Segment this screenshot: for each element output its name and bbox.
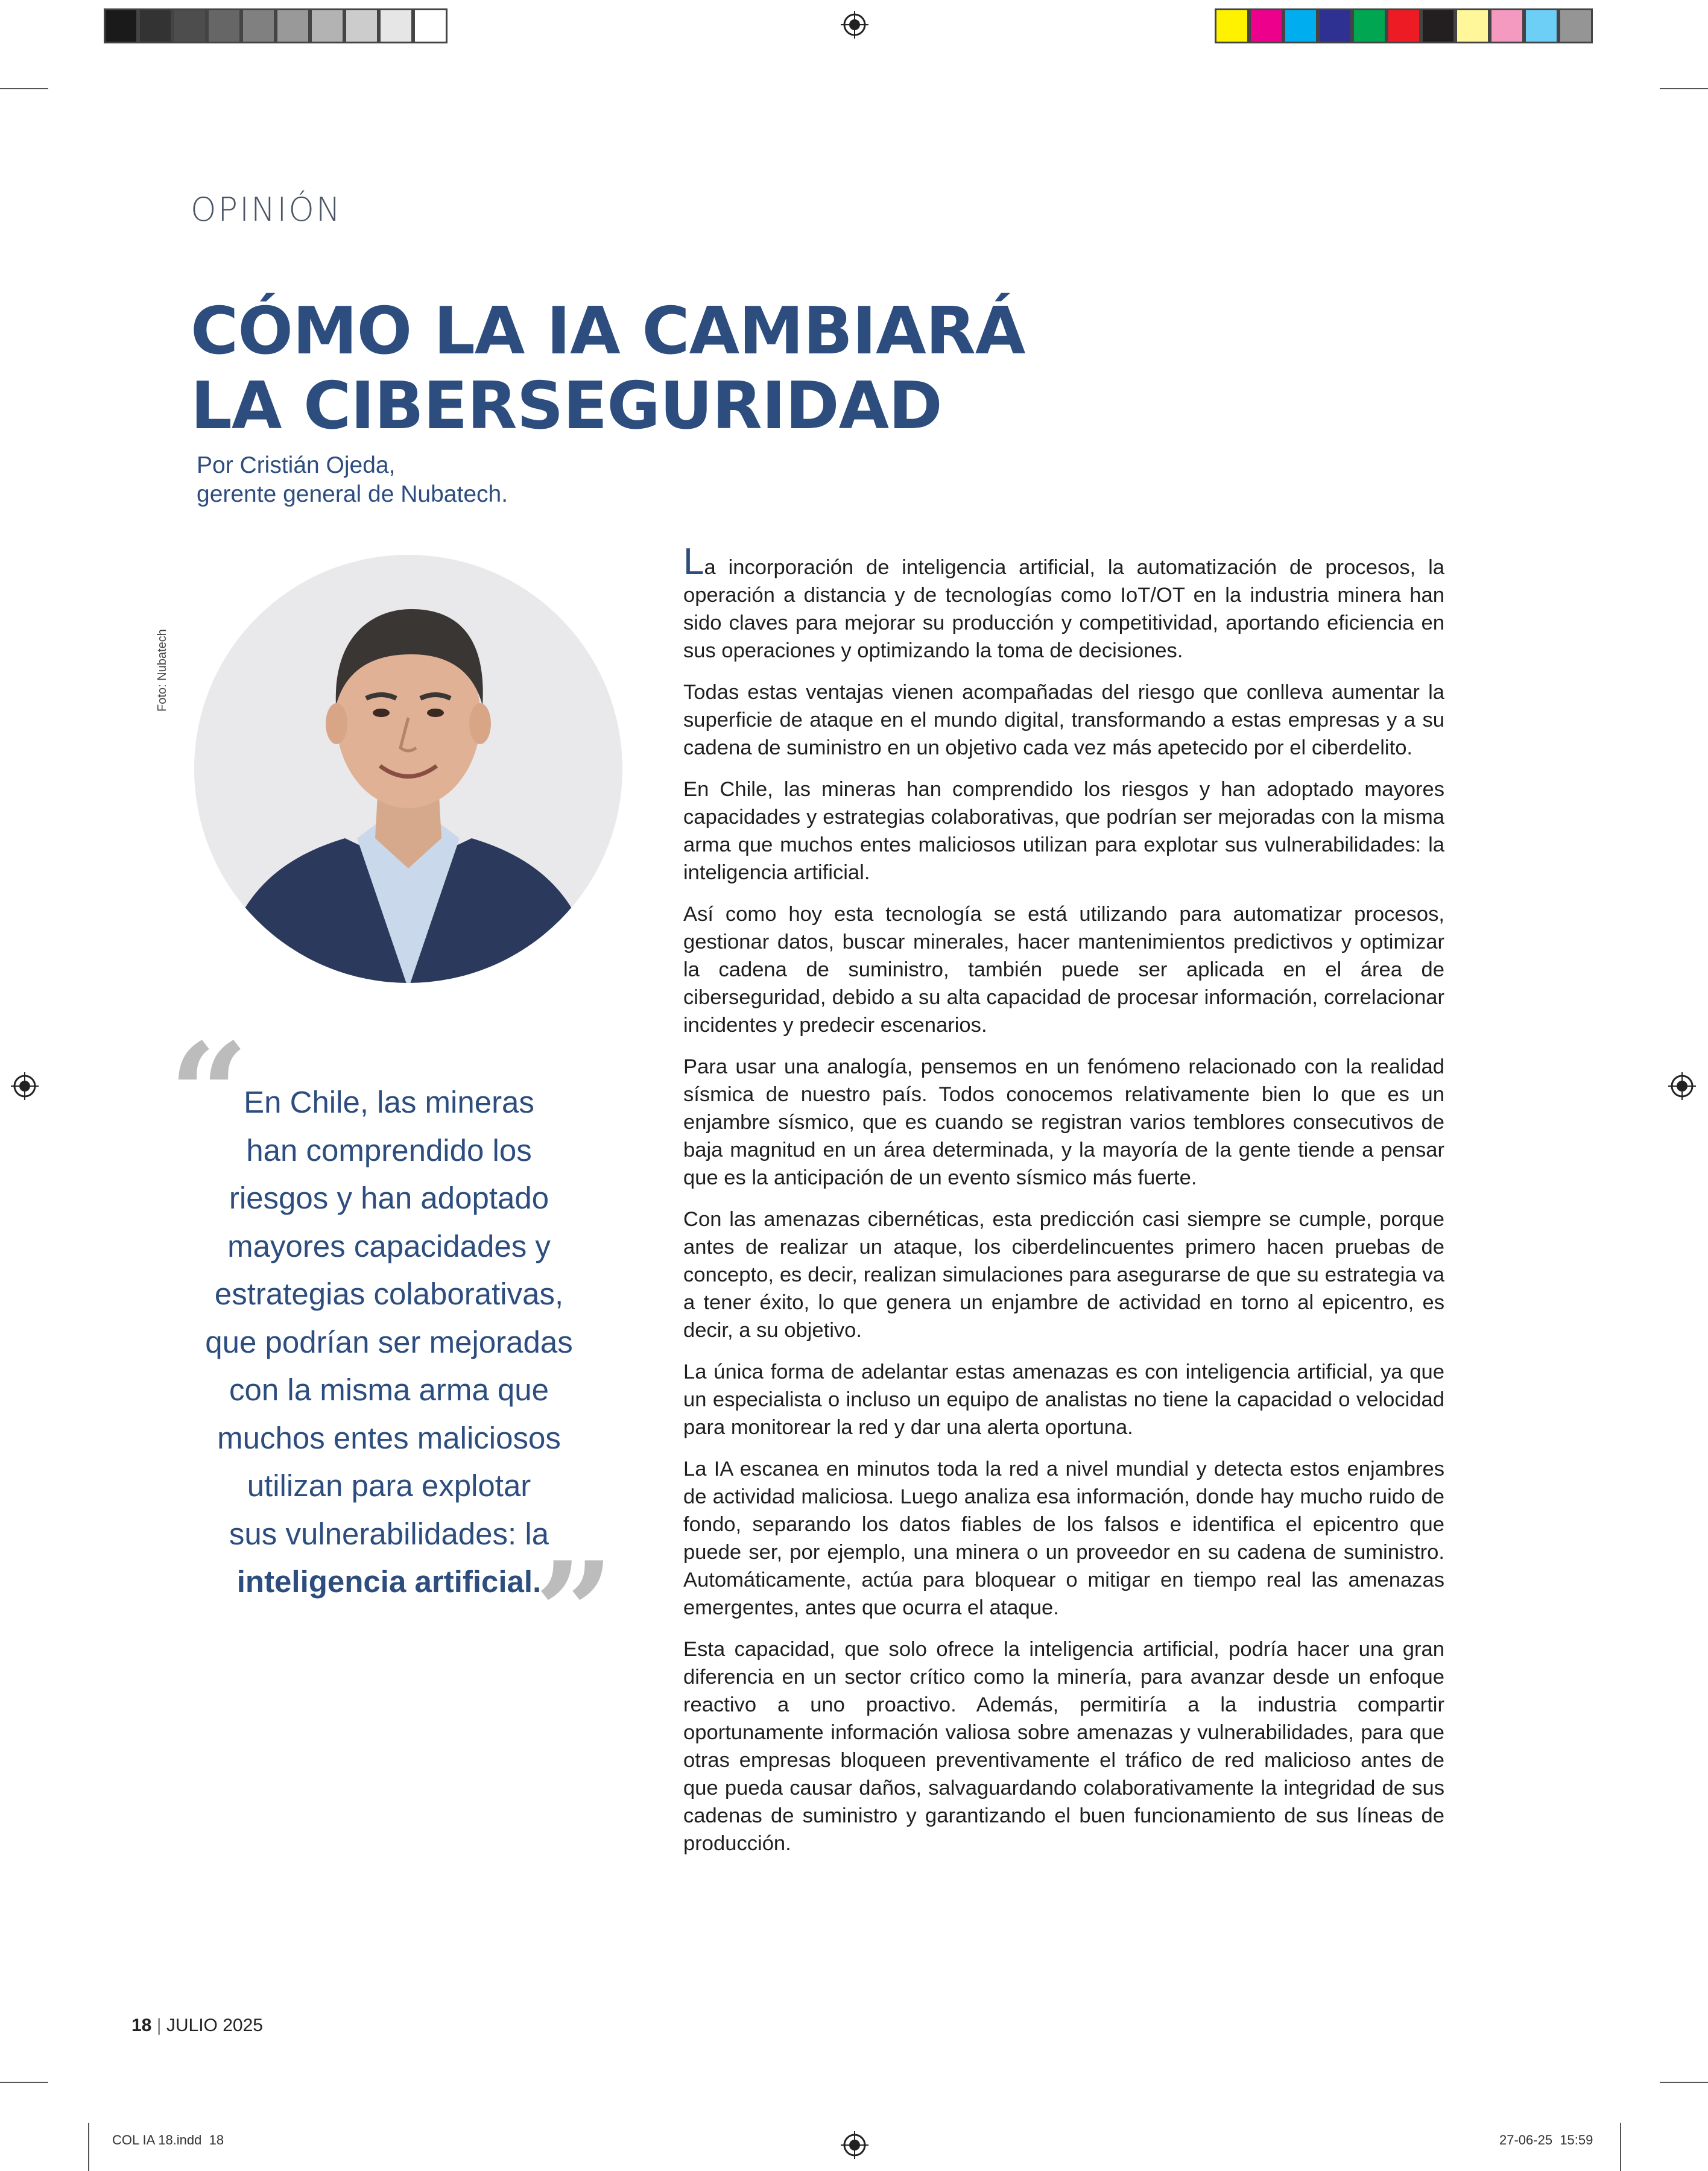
crop-mark	[1660, 88, 1708, 89]
process-swatch	[1524, 8, 1558, 43]
gray-swatch	[276, 8, 310, 43]
folio-separator: |	[156, 2015, 162, 2035]
author-portrait-illustration	[194, 555, 622, 983]
process-swatch	[1490, 8, 1524, 43]
crop-mark	[0, 2082, 48, 2083]
crop-mark	[1620, 2123, 1621, 2171]
article-paragraph: Todas estas ventajas vienen acompañadas del riesgo que conlleva aumentar la superficie de ataque en el mundo digital, transformando a estas empresas y a su cadena de suministro en un objetivo cada vez más apetecido por el ciberdelito.	[683, 681, 1444, 759]
pull-quote-line: mayores capacidades y	[227, 1228, 551, 1263]
article-paragraph: En Chile, las mineras han comprendido los riesgos y han adoptado mayores capacidades y estrategias colaborativas, que podrían ser mejoradas con la misma arma que muchos entes maliciosos utilizan para explotar sus vulnerabilidades: la inteligencia artificial.	[683, 778, 1444, 884]
article-paragraph: Esta capacidad, que solo ofrece la inteligencia artificial, podría hacer una gran diferencia en un sector crítico como la minería, para avanzar desde un enfoque reactivo a uno proactivo. Además, permitiría a la industria compartir oportunamente información valiosa sobre amenazas y vulnerabilidades, para que otras empresas bloqueen preventivamente el tráfico de red malicioso antes de que pueda causar daños, salvaguardando colaborativamente la integridad de sus cadenas de suministro y garantizando el buen funcionamiento de sus líneas de producción.	[683, 1638, 1444, 1855]
grayscale-color-bar	[104, 8, 448, 43]
print-date: 27-06-25	[1499, 2132, 1553, 2147]
process-swatch	[1249, 8, 1283, 43]
pull-quote-line: utilizan para explotar	[247, 1468, 531, 1503]
pull-quote-emphasis: inteligencia artificial.	[236, 1564, 542, 1599]
process-swatch	[1455, 8, 1490, 43]
pull-quote-line: con la misma arma que	[229, 1373, 549, 1407]
drop-cap: L	[683, 541, 704, 583]
gray-swatch	[138, 8, 172, 43]
process-swatch	[1387, 8, 1421, 43]
byline-author: Por Cristián Ojeda,	[197, 452, 396, 478]
article-paragraph: Así como hoy esta tecnología se está utilizando para automatizar procesos, gestionar datos, buscar minerales, hacer mantenimientos predictivos y optimizar la cadena de suministro, también puede ser aplicada en el área de ciberseguridad, debido a su alta capacidad de procesar información, correlacionar incidentes y predecir escenarios.	[683, 903, 1444, 1037]
pull-quote	[181, 1078, 597, 1606]
gray-swatch	[413, 8, 448, 43]
process-swatch	[1283, 8, 1318, 43]
headline-line: CÓMO LA IA CAMBIARÁ	[191, 294, 1025, 369]
open-quote-icon: “	[169, 1013, 249, 1176]
photo-credit: Foto: Nubatech	[156, 629, 169, 712]
gray-swatch	[104, 8, 138, 43]
pull-quote-line: riesgos y han adoptado	[229, 1181, 549, 1215]
crop-mark	[1660, 2082, 1708, 2083]
process-swatch	[1421, 8, 1455, 43]
pull-quote-line: muchos entes maliciosos	[217, 1420, 561, 1455]
headline-line: LA CIBERSEGURIDAD	[191, 368, 942, 444]
pull-quote-line: que podrían ser mejoradas	[205, 1324, 573, 1359]
article-paragraph: Con las amenazas cibernéticas, esta predicción casi siempre se cumple, porque antes de realizar un ataque, los ciberdelincuentes primero hacen pruebas de concepto, es decir, realizan simulaciones para asegurarse de que su estrategia va a tener éxito, lo que genera un enjambre de actividad en torno al epicentro, es decir, a su objetivo.	[683, 1208, 1444, 1342]
gray-swatch	[310, 8, 344, 43]
gray-swatch	[379, 8, 413, 43]
byline	[197, 451, 508, 509]
process-swatch	[1318, 8, 1352, 43]
article-paragraph: La única forma de adelantar estas amenazas es con inteligencia artificial, ya que un especialista o incluso un equipo de analistas no tiene la capacidad o velocidad para monitorear la red y dar una alerta oportuna.	[683, 1360, 1444, 1439]
crop-mark	[88, 2123, 89, 2171]
byline-role: gerente general de Nubatech.	[197, 481, 508, 507]
article-body	[683, 541, 1444, 1871]
gray-swatch	[344, 8, 379, 43]
registration-mark-icon	[1668, 1072, 1696, 1100]
process-swatch	[1558, 8, 1593, 43]
gray-swatch	[241, 8, 276, 43]
process-swatch	[1352, 8, 1387, 43]
file-page: 18	[209, 2132, 224, 2147]
pull-quote-line: En Chile, las mineras	[244, 1085, 534, 1119]
file-slug	[112, 2132, 224, 2148]
process-color-bar	[1215, 8, 1593, 43]
issue-date: JULIO 2025	[166, 2015, 263, 2035]
gray-swatch	[172, 8, 207, 43]
crop-mark	[0, 88, 48, 89]
registration-mark-icon	[841, 11, 868, 39]
registration-mark-icon	[11, 1072, 39, 1100]
page-number: 18	[131, 2015, 152, 2035]
pull-quote-line: han comprendido los	[246, 1133, 532, 1168]
process-swatch	[1215, 8, 1249, 43]
print-time: 15:59	[1560, 2132, 1593, 2147]
folio	[131, 2015, 263, 2036]
paragraph-text: a incorporación de inteligencia artificial, la automatización de procesos, la operación a distancia y de tecnologías como IoT/OT en la industria minera han sido claves para mejorar su producción y competitividad, aportando eficiencia en sus operaciones y optimizando la toma de decisiones.	[683, 556, 1444, 662]
close-quote-icon: ”	[534, 1532, 615, 1695]
print-timestamp	[1499, 2132, 1593, 2148]
file-name: COL IA 18.indd	[112, 2132, 202, 2147]
article-paragraph: Para usar una analogía, pensemos en un fenómeno relacionado con la realidad sísmica de nuestro país. Todos conocemos relativamente bien lo que es un enjambre sísmico, que es cuando se registran varios temblores consecutivos de baja magnitud en un área determinada, y la mayoría de la gente tiende a pensar que es la anticipación de un evento sísmico más fuerte.	[683, 1055, 1444, 1189]
headline	[191, 294, 1336, 444]
gray-swatch	[207, 8, 241, 43]
pull-quote-line: sus vulnerabilidades: la	[229, 1516, 549, 1551]
article-paragraph	[683, 541, 1444, 665]
article-paragraph: La IA escanea en minutos toda la red a nivel mundial y detecta estos enjambres de actividad maliciosa. Luego analiza esa información, donde hay mucho ruido de fondo, separando los datos fiables de los falsos e identifica el epicentro que puede ser, por ejemplo, una minera o un proveedor en su cadena de suministro. Automáticamente, actúa para bloquear o mitigar en tiempo real las amenazas emergentes, antes que ocurra el ataque.	[683, 1458, 1444, 1619]
pull-quote-line: estrategias colaborativas,	[214, 1277, 564, 1311]
registration-mark-icon	[841, 2131, 868, 2159]
section-label: OPINIÓN	[191, 191, 343, 229]
author-photo	[194, 555, 622, 983]
